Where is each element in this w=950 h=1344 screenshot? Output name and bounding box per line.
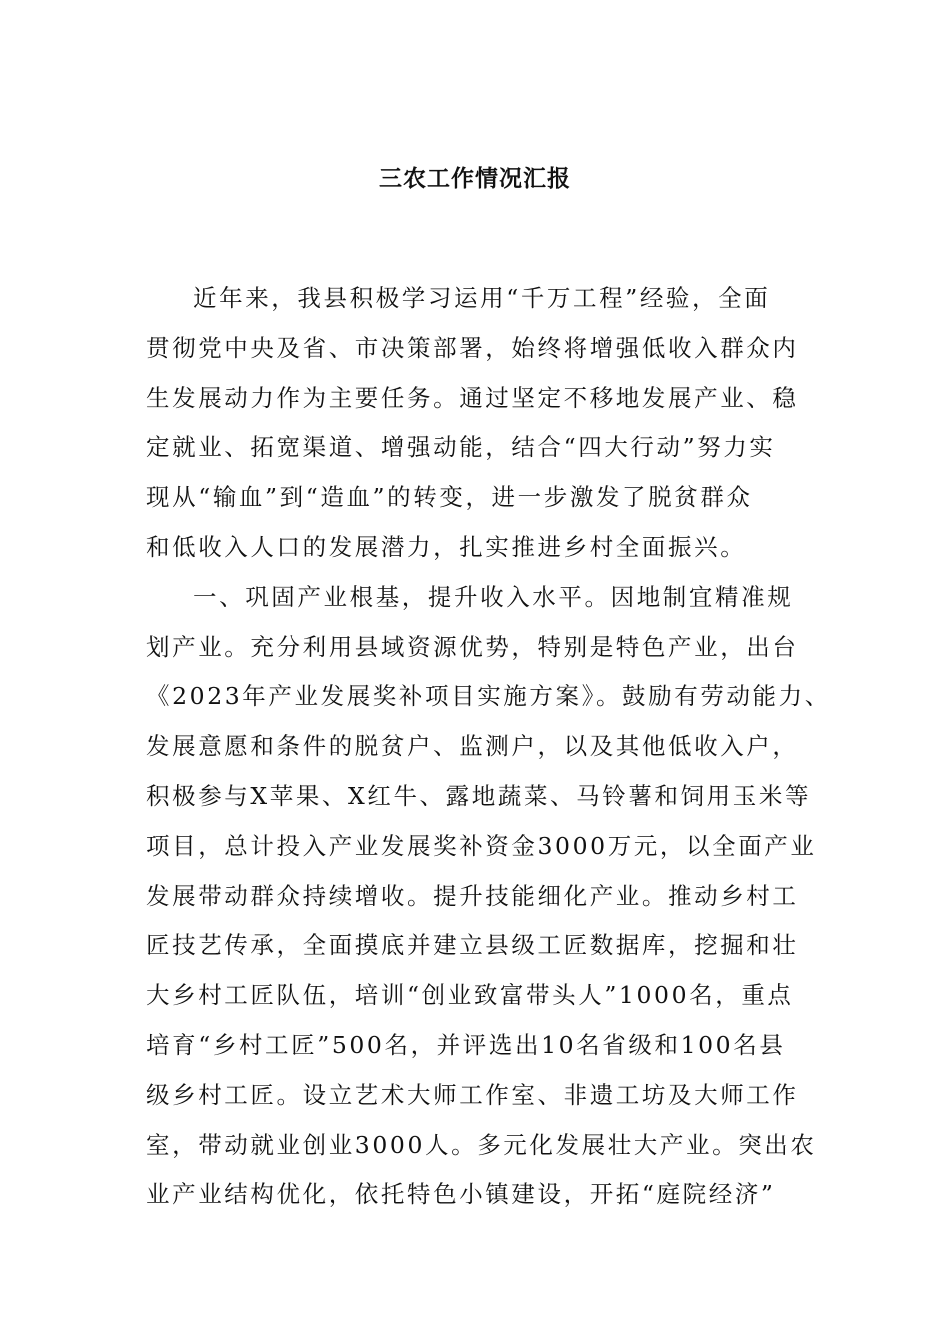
paragraph-line: 一、巩固产业根基，提升收入水平。因地制宜精准规 <box>193 582 794 611</box>
paragraph-line: 级乡村工匠。设立艺术大师工作室、非遗工坊及大师工作 <box>146 1080 799 1109</box>
paragraph-line: 项目，总计投入产业发展奖补资金3000万元，以全面产业 <box>146 831 817 860</box>
paragraph-line: 贯彻党中央及省、市决策部署，始终将增强低收入群众内 <box>146 333 799 362</box>
document-body <box>146 274 831 1220</box>
paragraph-line: 生发展动力作为主要任务。通过坚定不移地发展产业、稳 <box>146 383 799 412</box>
paragraph-line: 匠技艺传承，全面摸底并建立县级工匠数据库，挖掘和壮 <box>146 931 799 960</box>
paragraph-line: 近年来，我县积极学习运用“千万工程”经验，全面 <box>193 284 771 312</box>
document-title: 三农工作情况汇报 <box>379 165 571 192</box>
paragraph-line: 和低收入人口的发展潜力，扎实推进乡村全面振兴。 <box>146 532 747 561</box>
paragraph-line: 大乡村工匠队伍，培训“创业致富带头人”1000名，重点 <box>146 981 794 1010</box>
paragraph-line: 《2023年产业发展奖补项目实施方案》。鼓励有劳动能力、 <box>146 682 831 711</box>
paragraph-line: 定就业、拓宽渠道、增强动能，结合“四大行动”努力实 <box>146 433 776 462</box>
paragraph-line: 积极参与X苹果、X红牛、露地蔬菜、马铃薯和饲用玉米等 <box>146 781 812 810</box>
paragraph-line: 划产业。充分利用县域资源优势，特别是特色产业，出台 <box>146 632 799 661</box>
paragraph-line: 发展带动群众持续增收。提升技能细化产业。推动乡村工 <box>146 881 799 910</box>
paragraph-line: 培育“乡村工匠”500名，并评选出10名省级和100名县 <box>146 1030 786 1059</box>
paragraph-line: 现从“输血”到“造血”的转变，进一步激发了脱贫群众 <box>146 483 753 512</box>
paragraph-line: 室，带动就业创业3000人。多元化发展壮大产业。突出农 <box>146 1130 817 1159</box>
paragraph-line: 业产业结构优化，依托特色小镇建设，开拓“庭院经济” <box>146 1180 776 1209</box>
paragraph-line: 发展意愿和条件的脱贫户、监测户，以及其他低收入户， <box>146 732 799 761</box>
